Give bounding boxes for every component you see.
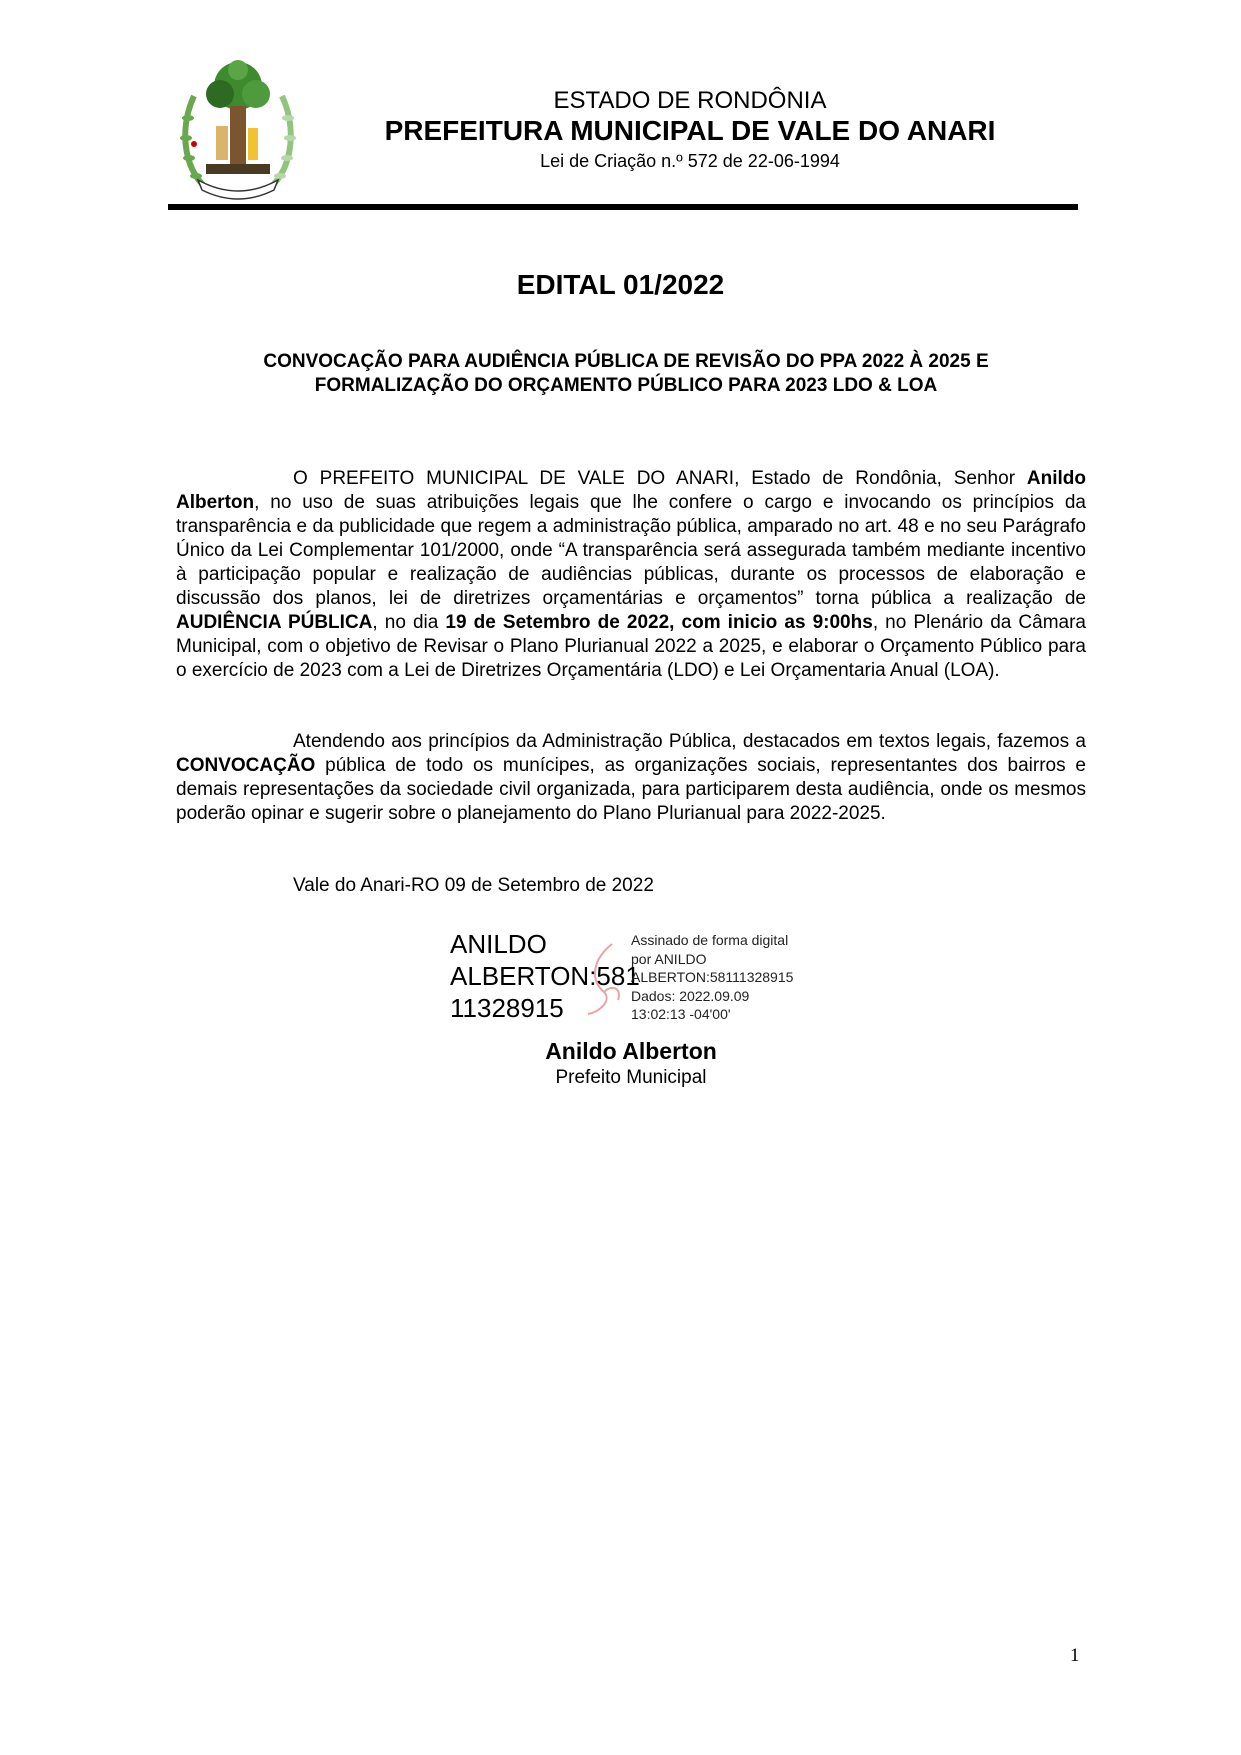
paragraph-text: Atendendo aos princípios da Administração Pública, destacados em textos legais, fazemos a [293, 731, 1086, 752]
digital-signature-details [631, 931, 821, 1024]
paragraph-convocation-details [176, 467, 1086, 683]
paragraph-text: , no dia [372, 612, 446, 633]
signature-detail-line: ALBERTON:58111328915 [631, 969, 794, 985]
paragraph-text: , no uso de suas atribuições legais que lhe confere o cargo e invocando os princípios da transparência e da publicidade que regem a administração pública, amparado no art. 48 e no seu Parágrafo Único da Lei Complementar 101/2000, onde “A transparência será assegurada também mediante incentivo à participação popular e realização de audiências públicas, durante os processos de elaboração e discussão dos planos, lei de diretrizes orçamentárias e orçamentos” torna pública a realização de [176, 492, 1086, 609]
document-subtitle [176, 350, 1076, 398]
signature-stroke-icon [582, 940, 632, 1020]
hearing-date-bold: 19 de Setembro de 2022, com inicio as 9:00hs [445, 612, 873, 633]
page-number: 1 [1070, 1645, 1080, 1666]
convocation-bold: CONVOCAÇÃO [176, 755, 316, 776]
public-hearing-bold: AUDIÊNCIA PÚBLICA [176, 612, 373, 633]
municipal-coat-of-arms-icon [176, 56, 300, 204]
mayor-name-bold: Anildo Alberton [176, 468, 1086, 513]
document-title: EDITAL 01/2022 [516, 269, 725, 300]
paragraph-public-call [176, 730, 1086, 826]
creation-law: Lei de Criação n.º 572 de 22-06-1994 [540, 151, 840, 171]
header-divider [168, 204, 1078, 210]
signature-name-line: 11328915 [450, 993, 564, 1023]
signature-name-line: ALBERTON:581 [450, 961, 640, 991]
subtitle-line-1: CONVOCAÇÃO PARA AUDIÊNCIA PÚBLICA DE REVISÃO DO PPA 2022 À 2025 E [263, 351, 989, 372]
paragraph-text: , no Plenário da Câmara Municipal, com o objetivo de Revisar o Plano Plurianual 2022 a 2025, e elaborar o Orçamento Público para o exercício de 2023 com a Lei de Diretrizes Orçamentária (LDO) e Lei Orçamentaria Anual (LOA). [176, 612, 1086, 681]
signature-detail-line: 13:02:13 -04'00' [631, 1006, 731, 1022]
signature-detail-line: por ANILDO [631, 950, 707, 967]
signature-detail-line: Dados: 2022.09.09 [631, 987, 750, 1004]
signer-role: Prefeito Municipal [555, 1067, 707, 1088]
place-and-date: Vale do Anari-RO 09 de Setembro de 2022 [293, 875, 654, 896]
paragraph-text: pública de todo os munícipes, as organizações sociais, representantes dos bairros e demais representações da sociedade civil organizada, para participarem desta audiência, onde os mesmos poderão opinar e sugerir sobre o planejamento do Plano Plurianual para 2022-2025. [176, 755, 1086, 824]
paragraph-text: O PREFEITO MUNICIPAL DE VALE DO ANARI, Estado de Rondônia, Senhor [293, 468, 1027, 489]
signature-name-line: ANILDO [450, 929, 547, 959]
signer-name: Anildo Alberton [545, 1038, 717, 1064]
signature-detail-line: Assinado de forma digital [631, 932, 789, 948]
subtitle-line-2: FORMALIZAÇÃO DO ORÇAMENTO PÚBLICO PARA 2023 LDO & LOA [314, 375, 938, 396]
state-name: ESTADO DE RONDÔNIA [553, 87, 827, 114]
municipality-name: PREFEITURA MUNICIPAL DE VALE DO ANARI [384, 115, 996, 146]
